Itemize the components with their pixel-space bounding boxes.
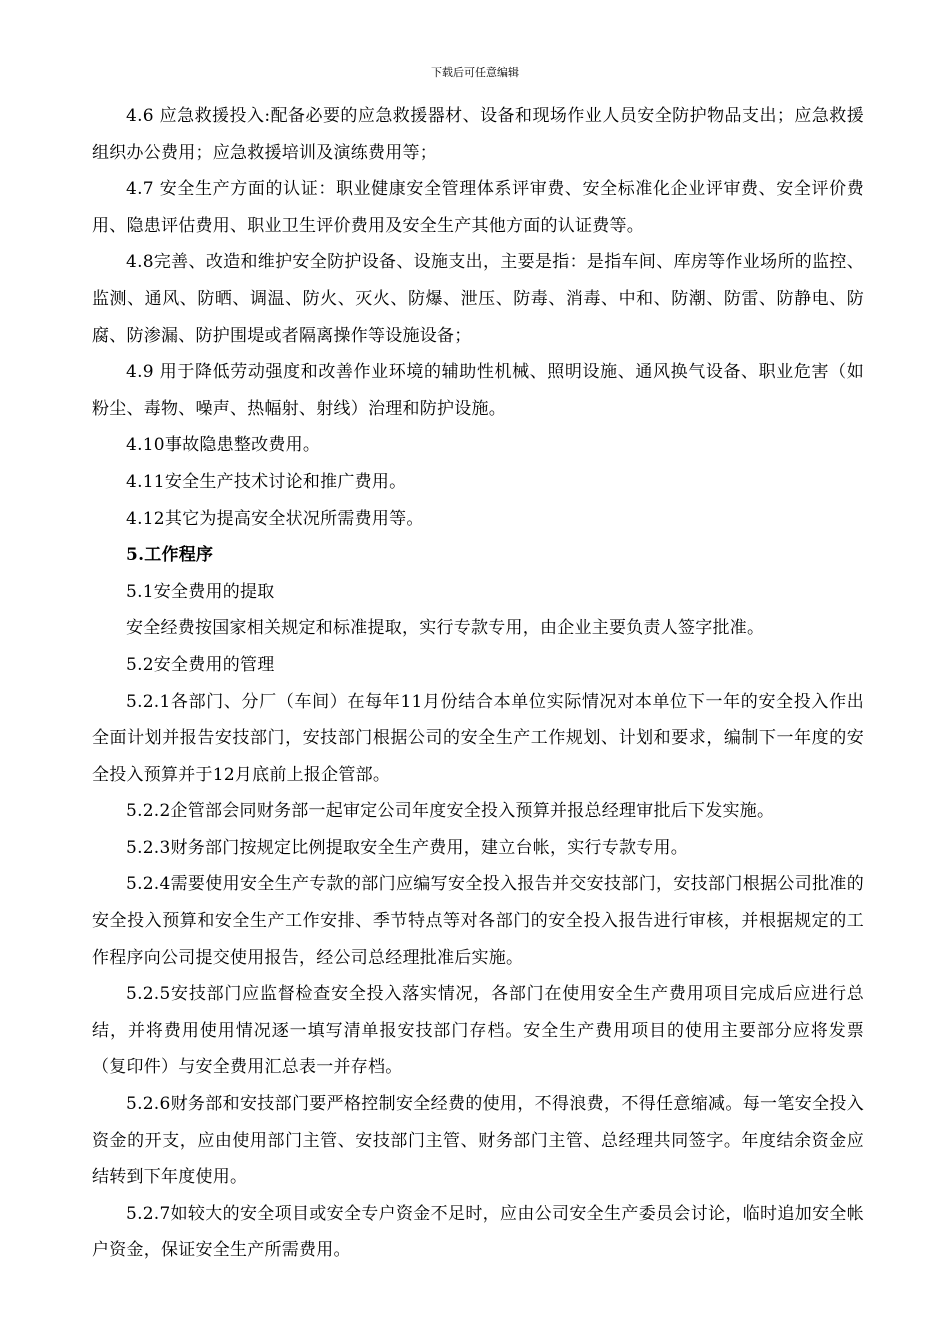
document-body [92,98,864,1269]
paragraph-5-2-7: 5.2.7如较大的安全项目或安全专户资金不足时，应由公司安全生产委员会讨论，临时追加安全帐户资金，保证安全生产所需费用。 [92,1203,864,1261]
paragraph-5-2-6: 5.2.6财务部和安技部门要严格控制安全经费的使用，不得浪费，不得任意缩减。每一笔安全投入资金的开支，应由使用部门主管、安技部门主管、财务部门主管、总经理共同签字。年度结余资金应结转到下年度使用。 [92,1094,864,1188]
paragraph-4-8: 4.8完善、改造和维护安全防护设备、设施支出，主要是指：是指车间、库房等作业场所的监控、监测、通风、防晒、调温、防火、灭火、防爆、泄压、防毒、消毒、中和、防潮、防雷、防静电、防腐、防渗漏、防护围堤或者隔离操作等设施设备； [92,252,864,346]
section-heading-5: 5.工作程序 [126,545,214,566]
paragraph-5-2-2: 5.2.2企管部会同财务部一起审定公司年度安全投入预算并报总经理审批后下发实施。 [126,801,775,822]
paragraph-4-11: 4.11安全生产技术讨论和推广费用。 [126,471,407,492]
paragraph-5-2-3: 5.2.3财务部门按规定比例提取安全生产费用，建立台帐，实行专款专用。 [126,837,689,858]
paragraph-5-2-1: 5.2.1各部门、分厂（车间）在每年11月份结合本单位实际情况对本单位下一年的安全投入作出全面计划并报告安技部门，安技部门根据公司的安全生产工作规划、计划和要求，编制下一年度的安全投入预算并于12月底前上报企管部。 [92,691,864,785]
paragraph-4-6: 4.6 应急救援投入:配备必要的应急救援器材、设备和现场作业人员安全防护物品支出；应急救援组织办公费用；应急救援培训及演练费用等； [92,106,864,163]
paragraph-5-1-body: 安全经费按国家相关规定和标准提取，实行专款专用，由企业主要负责人签字批准。 [126,618,765,639]
paragraph-4-12: 4.12其它为提高安全状况所需费用等。 [126,508,424,529]
subheading-5-1: 5.1安全费用的提取 [126,581,275,602]
paragraph-5-2-5: 5.2.5安技部门应监督检查安全投入落实情况，各部门在使用安全生产费用项目完成后应进行总结，并将费用使用情况逐一填写清单报安技部门存档。安全生产费用项目的使用主要部分应将发票（复印件）与安全费用汇总表一并存档。 [92,984,864,1078]
paragraph-5-2-4: 5.2.4需要使用安全生产专款的部门应编写安全投入报告并交安技部门，安技部门根据公司批准的安全投入预算和安全生产工作安排、季节特点等对各部门的安全投入报告进行审核，并根据规定的工作程序向公司提交使用报告，经公司总经理批准后实施。 [92,874,864,968]
paragraph-4-7: 4.7 安全生产方面的认证：职业健康安全管理体系评审费、安全标准化企业评审费、安全评价费用、隐患评估费用、职业卫生评价费用及安全生产其他方面的认证费等。 [92,179,864,236]
paragraph-4-9: 4.9 用于降低劳动强度和改善作业环境的辅助性机械、照明设施、通风换气设备、职业危害（如粉尘、毒物、噪声、热幅射、射线）治理和防护设施。 [92,362,864,419]
header-note: 下载后可任意编辑 [431,66,519,79]
subheading-5-2: 5.2安全费用的管理 [126,654,275,675]
paragraph-4-10: 4.10事故隐患整改费用。 [126,435,321,456]
